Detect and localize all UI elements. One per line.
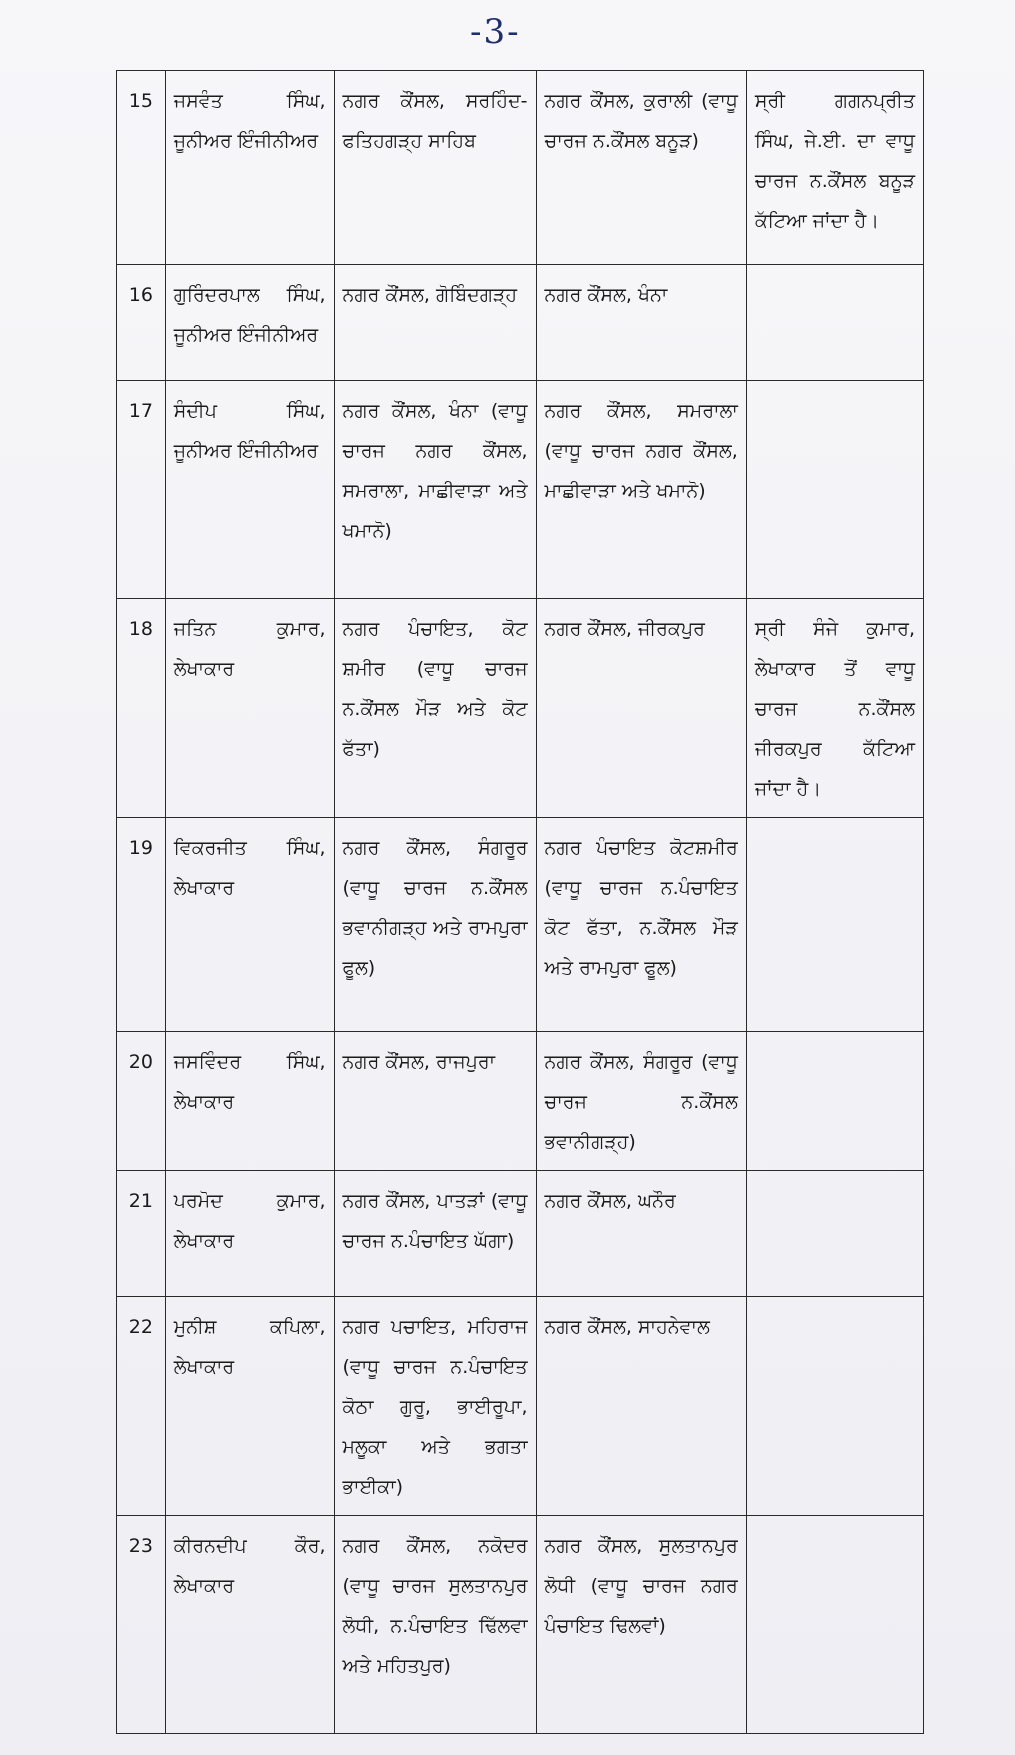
remarks	[746, 265, 923, 381]
remarks	[746, 1297, 923, 1516]
remarks	[746, 381, 923, 599]
transfer-table	[116, 70, 924, 1734]
serial-number: 18	[117, 599, 166, 818]
table-row	[117, 1032, 924, 1171]
new-posting: ਨਗਰ ਕੌਂਸਲ, ਸੁਲਤਾਨਪੁਰ ਲੋਧੀ (ਵਾਧੂ ਚਾਰਜ ਨਗਰ ਪੰਚਾਇਤ ਢਿਲਵਾਂ)	[536, 1516, 746, 1734]
employee-name: ਜਸਵੰਤ ਸਿੰਘ, ਜੂਨੀਅਰ ਇੰਜੀਨੀਅਰ	[165, 71, 334, 265]
employee-name: ਜਸਵਿੰਦਰ ਸਿੰਘ, ਲੇਖਾਕਾਰ	[165, 1032, 334, 1171]
table-row	[117, 818, 924, 1032]
new-posting: ਨਗਰ ਕੌਂਸਲ, ਕੁਰਾਲੀ (ਵਾਧੂ ਚਾਰਜ ਨ.ਕੌਂਸਲ ਬਨੂੜ)	[536, 71, 746, 265]
new-posting: ਨਗਰ ਕੌਂਸਲ, ਸੰਗਰੂਰ (ਵਾਧੂ ਚਾਰਜ ਨ.ਕੌਂਸਲ ਭਵਾਨੀਗੜ੍ਹ)	[536, 1032, 746, 1171]
current-posting: ਨਗਰ ਕੌਂਸਲ, ਖੰਨਾ (ਵਾਧੂ ਚਾਰਜ ਨਗਰ ਕੌਂਸਲ, ਸਮਰਾਲਾ, ਮਾਛੀਵਾੜਾ ਅਤੇ ਖਮਾਨੋ)	[334, 381, 536, 599]
employee-name: ਕੀਰਨਦੀਪ ਕੌਰ, ਲੇਖਾਕਾਰ	[165, 1516, 334, 1734]
current-posting: ਨਗਰ ਕੌਂਸਲ, ਸਰਹਿੰਦ-ਫਤਿਹਗੜ੍ਹ ਸਾਹਿਬ	[334, 71, 536, 265]
current-posting: ਨਗਰ ਕੌਂਸਲ, ਨਕੋਦਰ (ਵਾਧੂ ਚਾਰਜ ਸੁਲਤਾਨਪੁਰ ਲੋਧੀ, ਨ.ਪੰਚਾਇਤ ਢਿੱਲਵਾ ਅਤੇ ਮਹਿਤਪੁਰ)	[334, 1516, 536, 1734]
serial-number: 22	[117, 1297, 166, 1516]
new-posting: ਨਗਰ ਕੌਂਸਲ, ਜੀਰਕਪੁਰ	[536, 599, 746, 818]
serial-number: 19	[117, 818, 166, 1032]
table-row	[117, 71, 924, 265]
table-row	[117, 1516, 924, 1734]
new-posting: ਨਗਰ ਕੌਂਸਲ, ਸਾਹਨੇਵਾਲ	[536, 1297, 746, 1516]
remarks	[746, 1516, 923, 1734]
current-posting: ਨਗਰ ਕੌਂਸਲ, ਪਾਤੜਾਂ (ਵਾਧੂ ਚਾਰਜ ਨ.ਪੰਚਾਇਤ ਘੱਗਾ)	[334, 1171, 536, 1297]
remarks	[746, 1171, 923, 1297]
serial-number: 23	[117, 1516, 166, 1734]
table-row	[117, 599, 924, 818]
remarks	[746, 818, 923, 1032]
current-posting: ਨਗਰ ਕੌਂਸਲ, ਗੋਬਿੰਦਗੜ੍ਹ	[334, 265, 536, 381]
employee-name: ਗੁਰਿੰਦਰਪਾਲ ਸਿੰਘ, ਜੂਨੀਅਰ ਇੰਜੀਨੀਅਰ	[165, 265, 334, 381]
serial-number: 15	[117, 71, 166, 265]
current-posting: ਨਗਰ ਪਚਾਇਤ, ਮਹਿਰਾਜ (ਵਾਧੂ ਚਾਰਜ ਨ.ਪੰਚਾਇਤ ਕੋਠਾ ਗੁਰੂ, ਭਾਈਰੂਪਾ, ਮਲੂਕਾ ਅਤੇ ਭਗਤਾ ਭਾਈਕਾ)	[334, 1297, 536, 1516]
table-row	[117, 265, 924, 381]
current-posting: ਨਗਰ ਕੌਂਸਲ, ਰਾਜਪੁਰਾ	[334, 1032, 536, 1171]
employee-name: ਵਿਕਰਜੀਤ ਸਿੰਘ, ਲੇਖਾਕਾਰ	[165, 818, 334, 1032]
employee-name: ਮੁਨੀਸ਼ ਕਪਿਲਾ, ਲੇਖਾਕਾਰ	[165, 1297, 334, 1516]
page-number: -3-	[470, 12, 521, 52]
current-posting: ਨਗਰ ਕੌਂਸਲ, ਸੰਗਰੂਰ (ਵਾਧੂ ਚਾਰਜ ਨ.ਕੌਂਸਲ ਭਵਾਨੀਗੜ੍ਹ ਅਤੇ ਰਾਮਪੁਰਾ ਫੂਲ)	[334, 818, 536, 1032]
remarks: ਸ੍ਰੀ ਸੰਜੇ ਕੁਮਾਰ, ਲੇਖਾਕਾਰ ਤੋਂ ਵਾਧੂ ਚਾਰਜ ਨ.ਕੌਂਸਲ ਜੀਰਕਪੁਰ ਕੱਟਿਆ ਜਾਂਦਾ ਹੈ।	[746, 599, 923, 818]
table-row	[117, 1171, 924, 1297]
serial-number: 21	[117, 1171, 166, 1297]
remarks: ਸ੍ਰੀ ਗਗਨਪ੍ਰੀਤ ਸਿੰਘ, ਜੇ.ਈ. ਦਾ ਵਾਧੂ ਚਾਰਜ ਨ.ਕੌਂਸਲ ਬਨੂੜ ਕੱਟਿਆ ਜਾਂਦਾ ਹੈ।	[746, 71, 923, 265]
employee-name: ਸੰਦੀਪ ਸਿੰਘ, ਜੂਨੀਅਰ ਇੰਜੀਨੀਅਰ	[165, 381, 334, 599]
employee-name: ਪਰਮੋਦ ਕੁਮਾਰ, ਲੇਖਾਕਾਰ	[165, 1171, 334, 1297]
employee-name: ਜਤਿਨ ਕੁਮਾਰ, ਲੇਖਾਕਾਰ	[165, 599, 334, 818]
remarks	[746, 1032, 923, 1171]
new-posting: ਨਗਰ ਪੰਚਾਇਤ ਕੋਟਸ਼ਮੀਰ (ਵਾਧੂ ਚਾਰਜ ਨ.ਪੰਚਾਇਤ ਕੋਟ ਫੱਤਾ, ਨ.ਕੌਂਸਲ ਮੌੜ ਅਤੇ ਰਾਮਪੁਰਾ ਫੂਲ)	[536, 818, 746, 1032]
table-row	[117, 381, 924, 599]
serial-number: 17	[117, 381, 166, 599]
table-row	[117, 1297, 924, 1516]
serial-number: 16	[117, 265, 166, 381]
new-posting: ਨਗਰ ਕੌਂਸਲ, ਘਨੌਰ	[536, 1171, 746, 1297]
new-posting: ਨਗਰ ਕੌਂਸਲ, ਖੰਨਾ	[536, 265, 746, 381]
serial-number: 20	[117, 1032, 166, 1171]
new-posting: ਨਗਰ ਕੌਂਸਲ, ਸਮਰਾਲਾ (ਵਾਧੂ ਚਾਰਜ ਨਗਰ ਕੌਂਸਲ, ਮਾਛੀਵਾੜਾ ਅਤੇ ਖਮਾਨੋ)	[536, 381, 746, 599]
current-posting: ਨਗਰ ਪੰਚਾਇਤ, ਕੋਟ ਸ਼ਮੀਰ (ਵਾਧੂ ਚਾਰਜ ਨ.ਕੌਂਸਲ ਮੌੜ ਅਤੇ ਕੋਟ ਫੱਤਾ)	[334, 599, 536, 818]
